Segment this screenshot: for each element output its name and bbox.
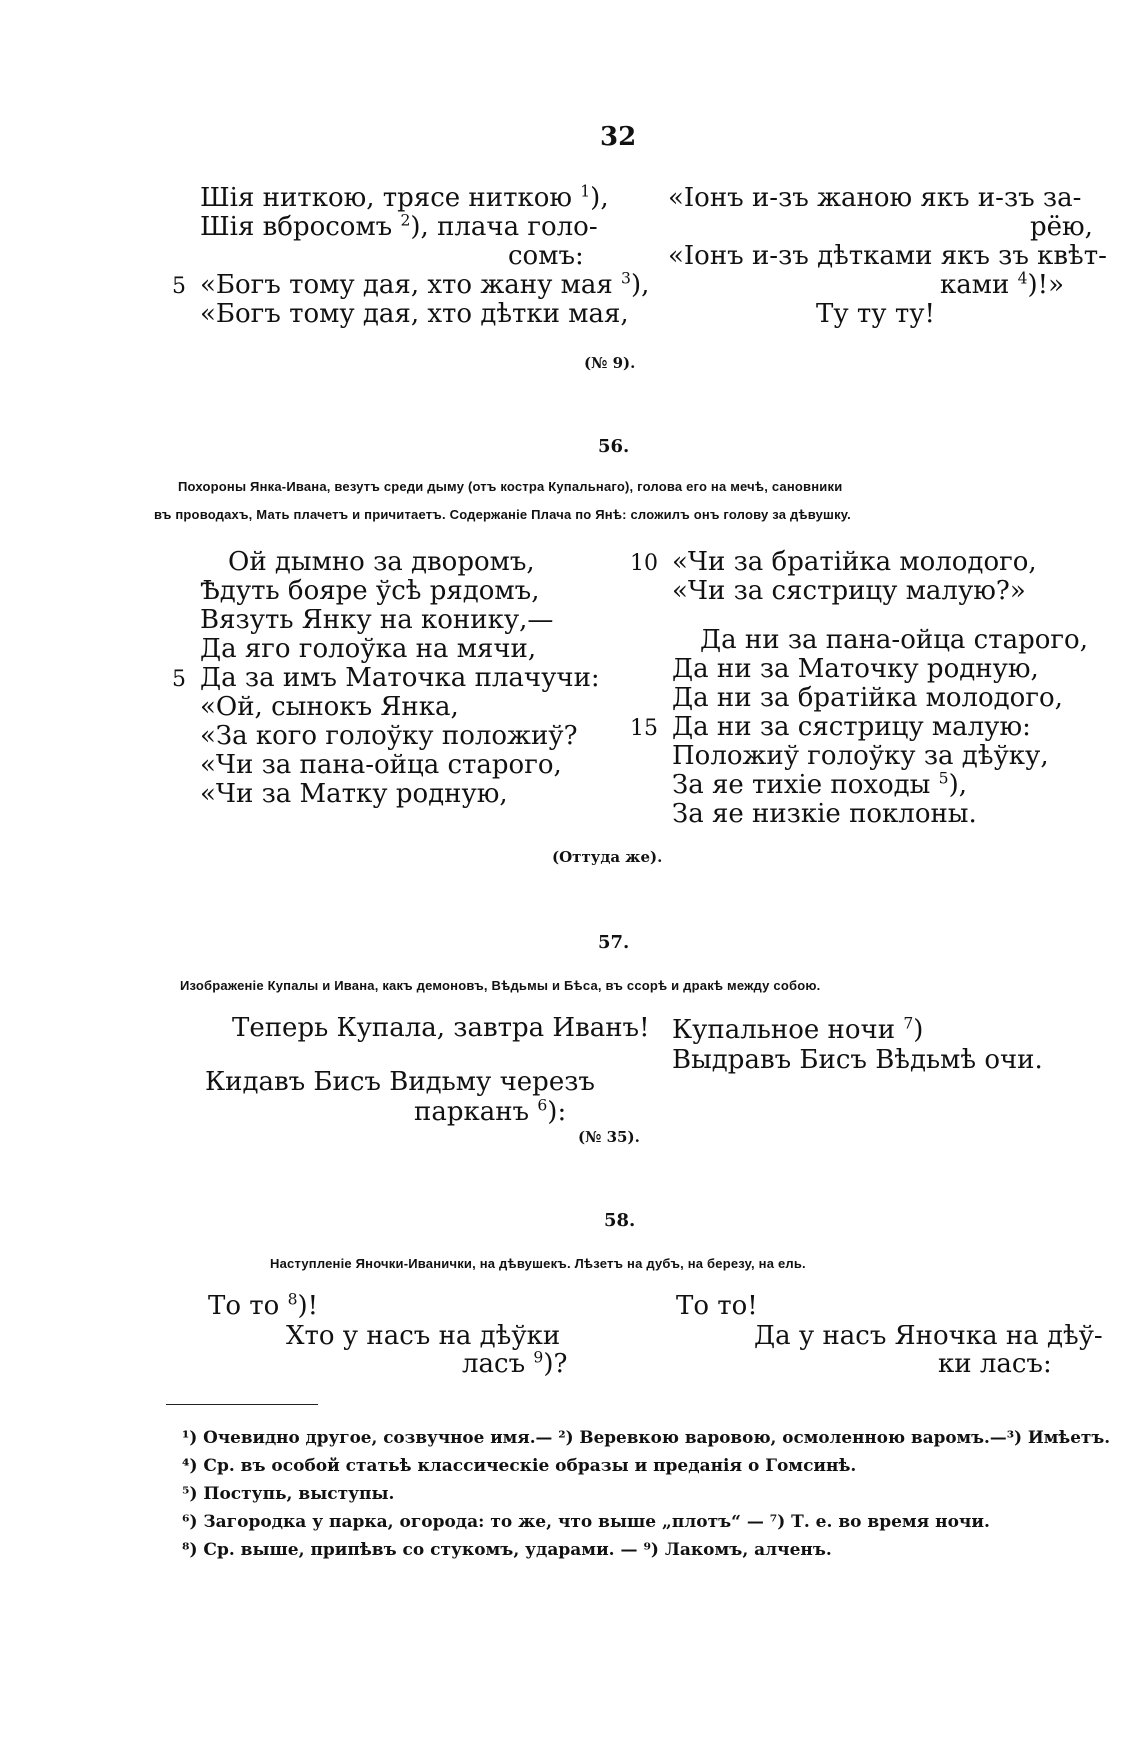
- footnote-marker: 7: [903, 1014, 914, 1033]
- verse-line: Вязуть Янку на конику,—: [200, 605, 554, 635]
- verse-line: «Богъ тому дая, хто жану мая $^3$),: [200, 269, 650, 300]
- song-caption: Похороны Янка-Ивана, везутъ среди дыму (отъ костра Купальнаго), голова его на мечѣ, сановники: [178, 479, 843, 494]
- verse-line: «Чи за сястрицу малую?»: [672, 576, 1026, 606]
- song-caption: Изображеніе Купалы и Ивана, какъ демоновъ, Вѣдьмы и Бѣса, въ ссорѣ и дракѣ между собою.: [180, 978, 821, 993]
- verse-line: Выдравъ Бисъ Вѣдьмѣ очи.: [672, 1045, 1043, 1075]
- footnote-marker: 2: [400, 211, 411, 230]
- footnote-marker: 5: [938, 769, 949, 788]
- song-caption: Наступленіе Яночки-Иванички, на дѣвушекъ. Лѣзетъ на дубъ, на березу, на ель.: [270, 1256, 806, 1271]
- page-number: 32: [600, 122, 637, 152]
- footnote-marker: 9: [533, 1348, 544, 1367]
- verse-line: Да у насъ Яночка на дѣў-: [754, 1321, 1103, 1351]
- verse-line: Ту ту ту!: [816, 299, 935, 329]
- footnote-marker: 1: [580, 182, 591, 201]
- verse-line: «Чи за Матку родную,: [200, 779, 508, 809]
- verse-line: рёю,: [1030, 212, 1093, 242]
- footnote-divider: [166, 1404, 318, 1405]
- verse-line: «Ой, сынокъ Янка,: [200, 692, 459, 722]
- verse-line: За яе низкіе поклоны.: [672, 799, 977, 829]
- footnote-marker: 6: [537, 1096, 548, 1115]
- verse-line: Да ни за братійка молодого,: [672, 683, 1063, 713]
- verse-line: Да ни за пана-ойца старого,: [700, 625, 1088, 655]
- footnote: ⁴) Ср. въ особой статьѣ классическіе образы и преданія о Гомсинѣ.: [182, 1456, 857, 1476]
- line-number: 10: [630, 551, 658, 576]
- verse-line: Да яго голоўка на мячи,: [200, 634, 537, 664]
- verse-line: Шія вброcомъ $^2$), плача голо-: [200, 211, 598, 242]
- verse-line: Шія ниткою, трясе ниткою $^1$),: [200, 182, 609, 213]
- verse-line: За яе тихіе походы $^5$),: [672, 769, 967, 800]
- verse-line: Ой дымно за дворомъ,: [228, 547, 535, 577]
- verse-line: Теперь Купала, завтра Иванъ!: [232, 1013, 650, 1043]
- verse-line: ки ласъ:: [938, 1349, 1052, 1379]
- verse-line: сомъ:: [508, 241, 584, 271]
- verse-line: ками $^4$)!»: [940, 269, 1064, 300]
- verse-line: Положиў голоўку за дѣўку,: [672, 741, 1049, 771]
- verse-line: Купальное ночи $^7$): [672, 1014, 924, 1045]
- line-number: 15: [630, 716, 658, 741]
- verse-line: ласъ $^9$)?: [462, 1348, 568, 1379]
- footnote: ⁸) Ср. выше, припѣвъ со стукомъ, ударами. — ⁹) Лакомъ, алченъ.: [182, 1540, 832, 1560]
- verse-line: «Чи за пана-ойца старого,: [200, 750, 562, 780]
- source-reference: (Оттуда же).: [552, 848, 663, 866]
- footnote: ⁶) Загородка у парка, огорода: то же, что выше „плотъ“ — ⁷) Т. е. во время ночи.: [182, 1512, 990, 1532]
- verse-line: То то $^8$)!: [208, 1290, 319, 1321]
- verse-line: Хто у насъ на дѣўки: [286, 1321, 561, 1351]
- footnote: ⁵) Поступь, выступы.: [182, 1484, 395, 1504]
- verse-line: «Іонъ и-зъ дѣтками якъ зъ квѣт-: [668, 241, 1107, 271]
- source-reference: (№ 35).: [578, 1128, 640, 1146]
- footnote-marker: 4: [1017, 269, 1028, 288]
- verse-line: «Богъ тому дая, хто дѣтки мая,: [200, 299, 629, 329]
- verse-line: То то!: [676, 1291, 758, 1321]
- verse-line: Ѣдуть бояре ўсѣ рядомъ,: [200, 576, 540, 606]
- verse-line: парканъ $^6$):: [414, 1096, 567, 1127]
- verse-line: «За кого голоўку положиў?: [200, 721, 578, 751]
- footnote: ¹) Очевидно другое, созвучное имя.— ²) Веревкою варовою, осмоленною варомъ.—³) Имѣетъ.: [182, 1428, 1111, 1448]
- line-number: 5: [172, 274, 186, 299]
- verse-line: Да ни за Маточку родную,: [672, 654, 1039, 684]
- song-number: 56.: [598, 436, 630, 457]
- song-number: 57.: [598, 932, 630, 953]
- verse-line: Да ни за сястрицу малую:: [672, 712, 1031, 742]
- verse-line: Кидавъ Бисъ Видьму черезъ: [205, 1067, 595, 1097]
- verse-line: «Чи за братійка молодого,: [672, 547, 1037, 577]
- verse-line: «Іонъ и-зъ жаною якъ и-зъ за-: [668, 183, 1082, 213]
- footnote-marker: 8: [287, 1290, 298, 1309]
- verse-line: Да за имъ Маточка плачучи:: [200, 663, 600, 693]
- line-number: 5: [172, 667, 186, 692]
- footnote-marker: 3: [621, 269, 631, 288]
- song-number: 58.: [604, 1210, 636, 1231]
- source-reference: (№ 9).: [584, 354, 636, 372]
- song-caption: въ проводахъ, Мать плачетъ и причитаетъ. Содержаніе Плача по Янѣ: сложилъ онъ голову за дѣвушку.: [154, 507, 851, 522]
